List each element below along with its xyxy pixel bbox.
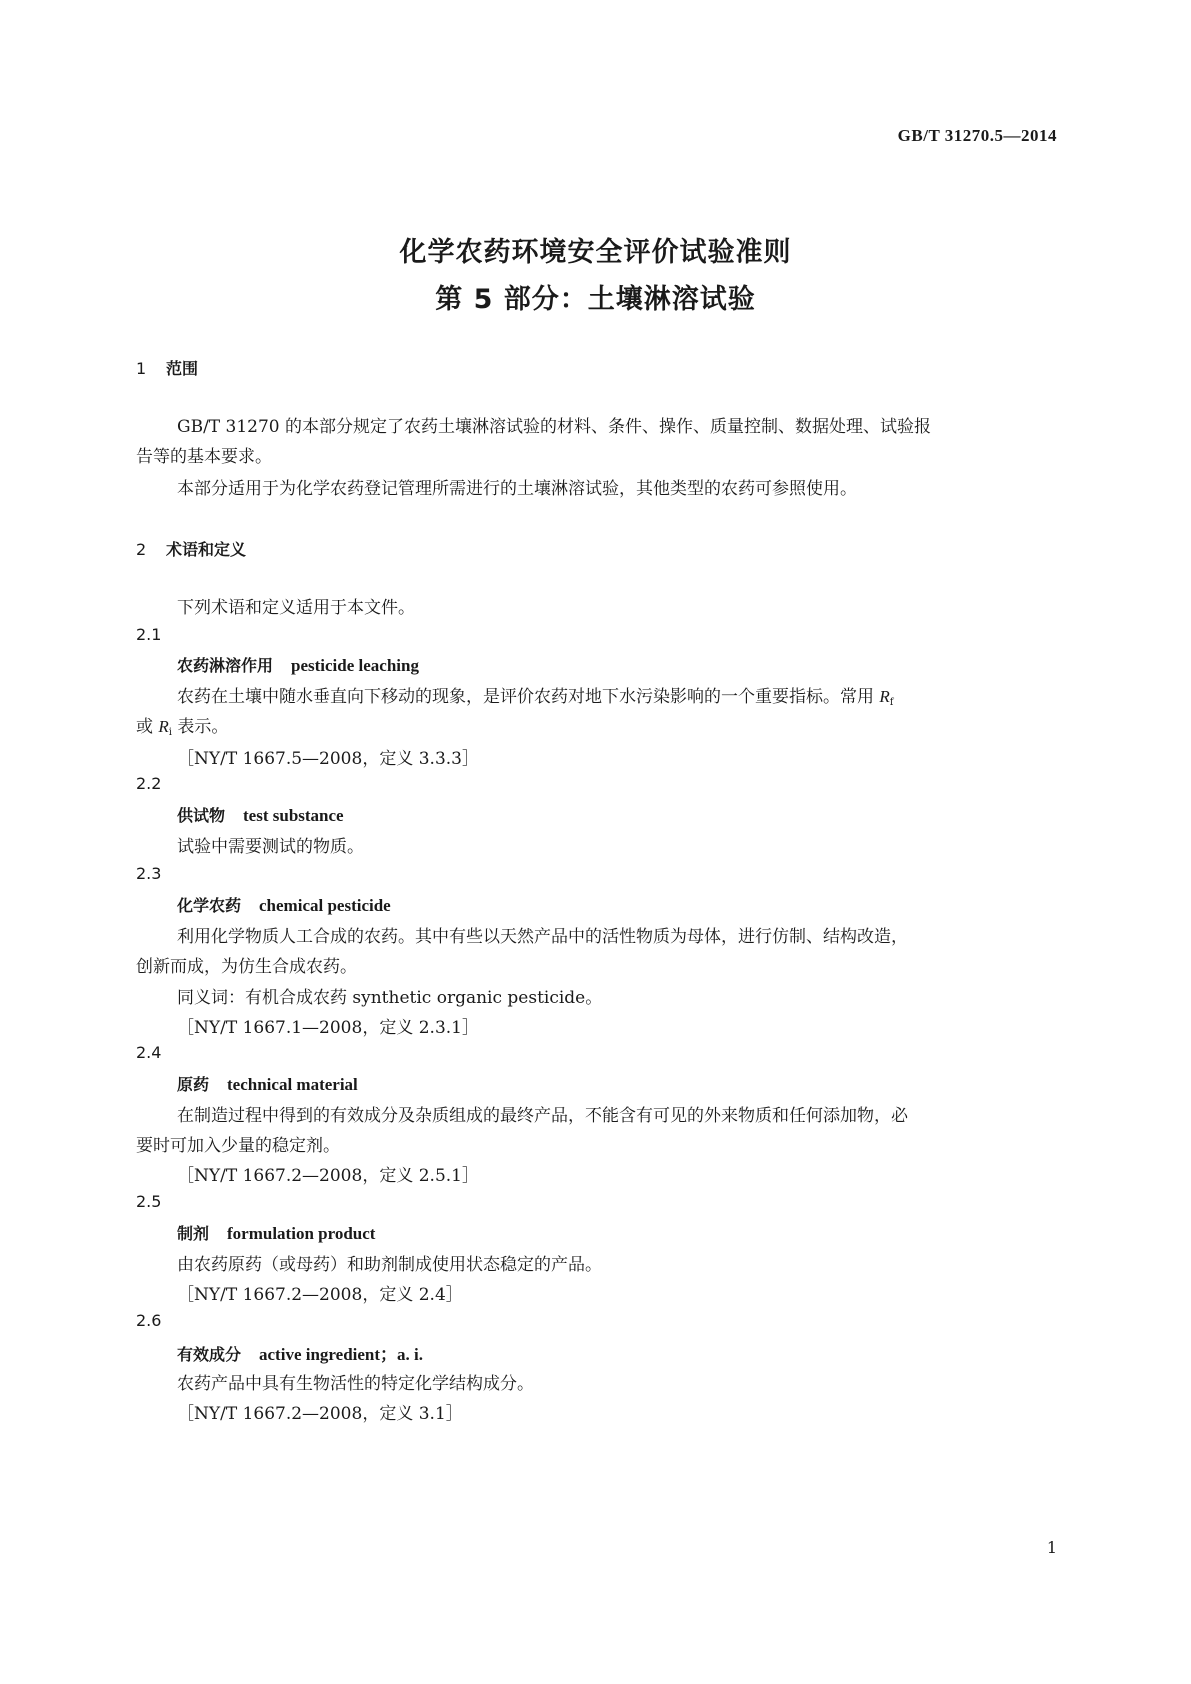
term-heading <box>177 893 391 916</box>
definition-line: 利用化学物质人工合成的农药。其中有些以天然产品中的活性物质为母体，进行仿制、结构改造， <box>177 927 908 947</box>
document-subtitle: 第 5 部分：土壤淋溶试验 <box>435 284 756 315</box>
entry-number: 2.4 <box>136 1043 162 1062</box>
term-english: pesticide leaching <box>291 656 419 675</box>
subscript: f <box>889 697 894 708</box>
variable-r: R <box>158 717 169 736</box>
synonym-note: 同义词：有机合成农药 synthetic organic pesticide。 <box>177 988 603 1008</box>
term-chinese: 化学农药 <box>177 896 242 915</box>
source-reference: ［NY/T 1667.2—2008，定义 2.5.1］ <box>177 1166 479 1186</box>
subscript: i <box>168 727 172 738</box>
paragraph: 本部分适用于为化学农药登记管理所需进行的土壤淋溶试验，其他类型的农药可参照使用。 <box>177 479 857 499</box>
section-title: 术语和定义 <box>166 540 247 559</box>
definition-text: 表示。 <box>172 717 229 737</box>
definition-line: 在制造过程中得到的有效成分及杂质组成的最终产品，不能含有可见的外来物质和任何添加物，必 <box>177 1106 908 1126</box>
entry-number: 2.1 <box>136 625 162 644</box>
definition-line <box>136 712 228 738</box>
paragraph-line: 告等的基本要求。 <box>136 447 272 467</box>
term-english: active ingredient；a. i. <box>259 1345 424 1364</box>
paragraph-line: GB/T 31270 的本部分规定了农药土壤淋溶试验的材料、条件、操作、质量控制、数据处理、试验报 <box>177 417 932 437</box>
entry-number: 2.3 <box>136 864 162 883</box>
entry-number: 2.5 <box>136 1192 162 1211</box>
section-2-heading <box>136 537 246 560</box>
definition-text: 农药在土壤中随水垂直向下移动的现象，是评价农药对地下水污染影响的一个重要指标。常用 <box>177 687 880 707</box>
section-title: 范围 <box>166 359 199 378</box>
paragraph: 下列术语和定义适用于本文件。 <box>177 598 415 618</box>
term-chinese: 有效成分 <box>177 1345 242 1364</box>
section-1-heading <box>136 356 198 379</box>
term-chinese: 农药淋溶作用 <box>177 656 274 675</box>
variable-r: R <box>879 687 890 706</box>
definition-text: 或 <box>136 717 159 737</box>
document-title: 化学农药环境安全评价试验准则 <box>399 237 792 268</box>
definition-line: 要时可加入少量的稳定剂。 <box>136 1136 340 1156</box>
term-english: formulation product <box>227 1224 376 1243</box>
term-chinese: 制剂 <box>177 1224 210 1243</box>
definition-line: 创新而成，为仿生合成农药。 <box>136 957 357 977</box>
source-reference: ［NY/T 1667.2—2008，定义 2.4］ <box>177 1285 463 1305</box>
term-english: test substance <box>243 806 344 825</box>
term-heading <box>177 653 419 676</box>
standard-code: GB/T 31270.5—2014 <box>897 126 1057 145</box>
source-reference: ［NY/T 1667.1—2008，定义 2.3.1］ <box>177 1018 479 1038</box>
term-chinese: 供试物 <box>177 806 226 825</box>
term-english: chemical pesticide <box>259 896 391 915</box>
definition-line <box>177 682 894 708</box>
source-reference: ［NY/T 1667.5—2008，定义 3.3.3］ <box>177 749 479 769</box>
term-heading <box>177 1340 423 1365</box>
source-reference: ［NY/T 1667.2—2008，定义 3.1］ <box>177 1404 463 1424</box>
term-english: technical material <box>227 1075 358 1094</box>
term-heading <box>177 1072 358 1095</box>
entry-number: 2.2 <box>136 774 162 793</box>
definition-line: 由农药原药（或母药）和助剂制成使用状态稳定的产品。 <box>177 1255 602 1275</box>
term-chinese: 原药 <box>177 1075 210 1094</box>
section-number: 1 <box>136 359 147 378</box>
term-heading <box>177 803 344 826</box>
definition-line: 农药产品中具有生物活性的特定化学结构成分。 <box>177 1374 534 1394</box>
term-heading <box>177 1221 375 1244</box>
definition-line: 试验中需要测试的物质。 <box>177 837 364 857</box>
section-number: 2 <box>136 540 147 559</box>
entry-number: 2.6 <box>136 1311 162 1330</box>
page-number: 1 <box>1046 1538 1057 1557</box>
